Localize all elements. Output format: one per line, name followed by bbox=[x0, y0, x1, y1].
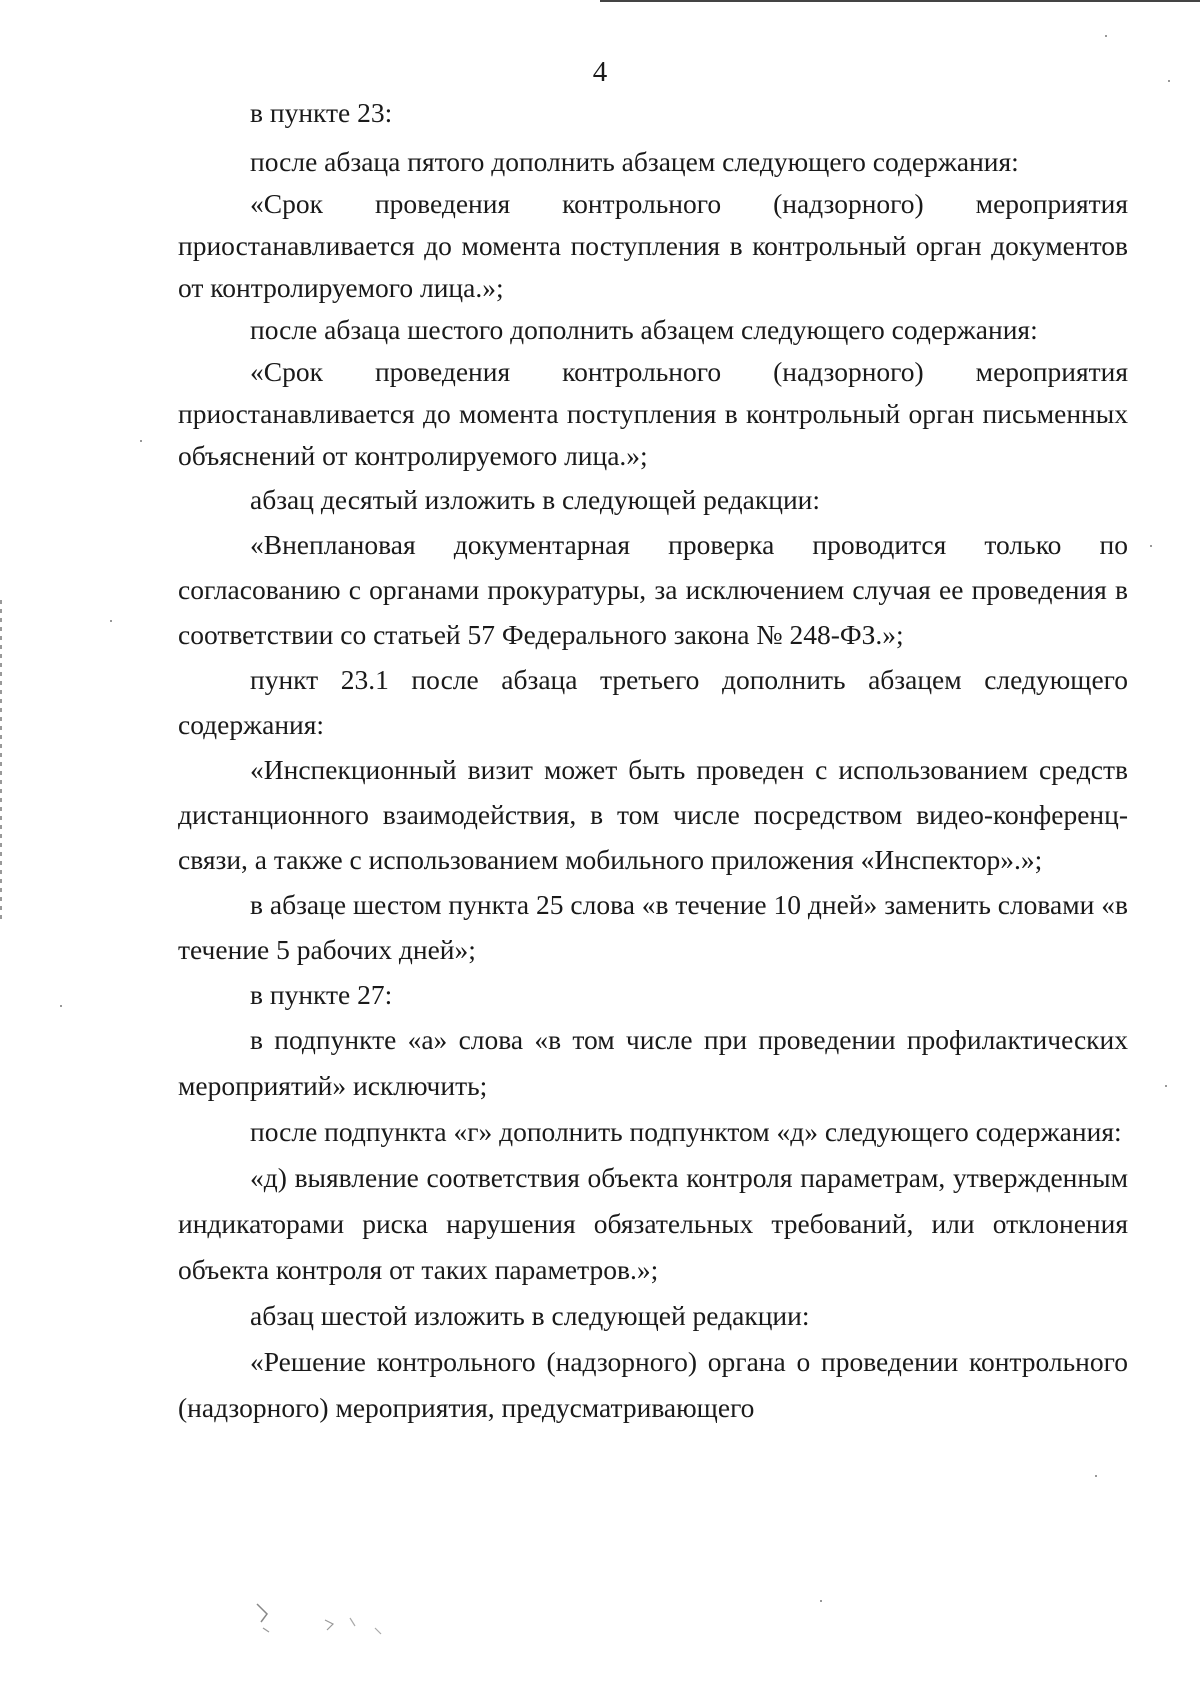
paragraph-13: после подпункта «г» дополнить подпунктом «д» следующего содержания: bbox=[250, 1116, 1122, 1147]
paragraph-16: «Решение контрольного (надзорного) органа о проведении контрольного (надзорного) мероприятия, предусматривающего bbox=[178, 1346, 1128, 1423]
paragraph-10: в абзаце шестом пункта 25 слова «в течение 10 дней» заменить словами «в течение 5 рабочих дней»; bbox=[178, 889, 1128, 965]
paragraph-4: после абзаца шестого дополнить абзацем следующего содержания: bbox=[250, 314, 1038, 345]
document-body bbox=[178, 92, 1128, 1431]
scan-speck bbox=[1105, 35, 1107, 37]
scan-speck bbox=[1165, 1085, 1167, 1087]
paragraph-1: в пункте 23: bbox=[250, 97, 393, 128]
paragraph-14: «д) выявление соответствия объекта контроля параметрам, утвержденным индикаторами риска нарушения обязательных требований, или отклонения объекта контроля от таких параметров.»; bbox=[178, 1162, 1128, 1285]
scan-speck bbox=[60, 1005, 62, 1007]
scan-speck bbox=[1095, 1475, 1097, 1477]
paragraph-12: в подпункте «а» слова «в том числе при проведении профилактических мероприятий» исключить; bbox=[178, 1024, 1128, 1101]
paragraph-2: после абзаца пятого дополнить абзацем следующего содержания: bbox=[250, 146, 1019, 177]
scan-speck bbox=[1168, 80, 1170, 82]
paragraph-11: в пункте 27: bbox=[250, 979, 393, 1010]
paragraph-6: абзац десятый изложить в следующей редакции: bbox=[250, 484, 821, 515]
scan-speck bbox=[820, 1600, 822, 1602]
scan-left-edge-marks bbox=[0, 600, 2, 920]
page-number: 4 bbox=[592, 56, 608, 88]
scan-speck bbox=[1150, 545, 1152, 547]
paragraph-3: «Срок проведения контрольного (надзорного) мероприятия приостанавливается до момента поступления в контрольный орган документов от контролируемого лица.»; bbox=[178, 188, 1128, 303]
paragraph-9: «Инспекционный визит может быть проведен с использованием средств дистанционного взаимодействия, в том числе посредством видео-конференц-связи, а также с использованием мобильного приложения «Инспектор».»; bbox=[178, 754, 1128, 875]
scan-top-edge-line bbox=[600, 0, 1200, 2]
paragraph-7: «Внеплановая документарная проверка проводится только по согласованию с органами прокуратуры, за исключением случая ее проведения в соответствии со статьей 57 Федерального закона № 248-ФЗ.»; bbox=[178, 529, 1128, 650]
paragraph-15: абзац шестой изложить в следующей редакции: bbox=[250, 1300, 810, 1331]
scan-artifact-marks bbox=[255, 1600, 405, 1650]
scan-speck bbox=[140, 440, 142, 442]
scan-speck bbox=[110, 620, 112, 622]
paragraph-5: «Срок проведения контрольного (надзорного) мероприятия приостанавливается до момента поступления в контрольный орган письменных объяснений от контролируемого лица.»; bbox=[178, 356, 1128, 471]
paragraph-8: пункт 23.1 после абзаца третьего дополнить абзацем следующего содержания: bbox=[178, 664, 1128, 740]
